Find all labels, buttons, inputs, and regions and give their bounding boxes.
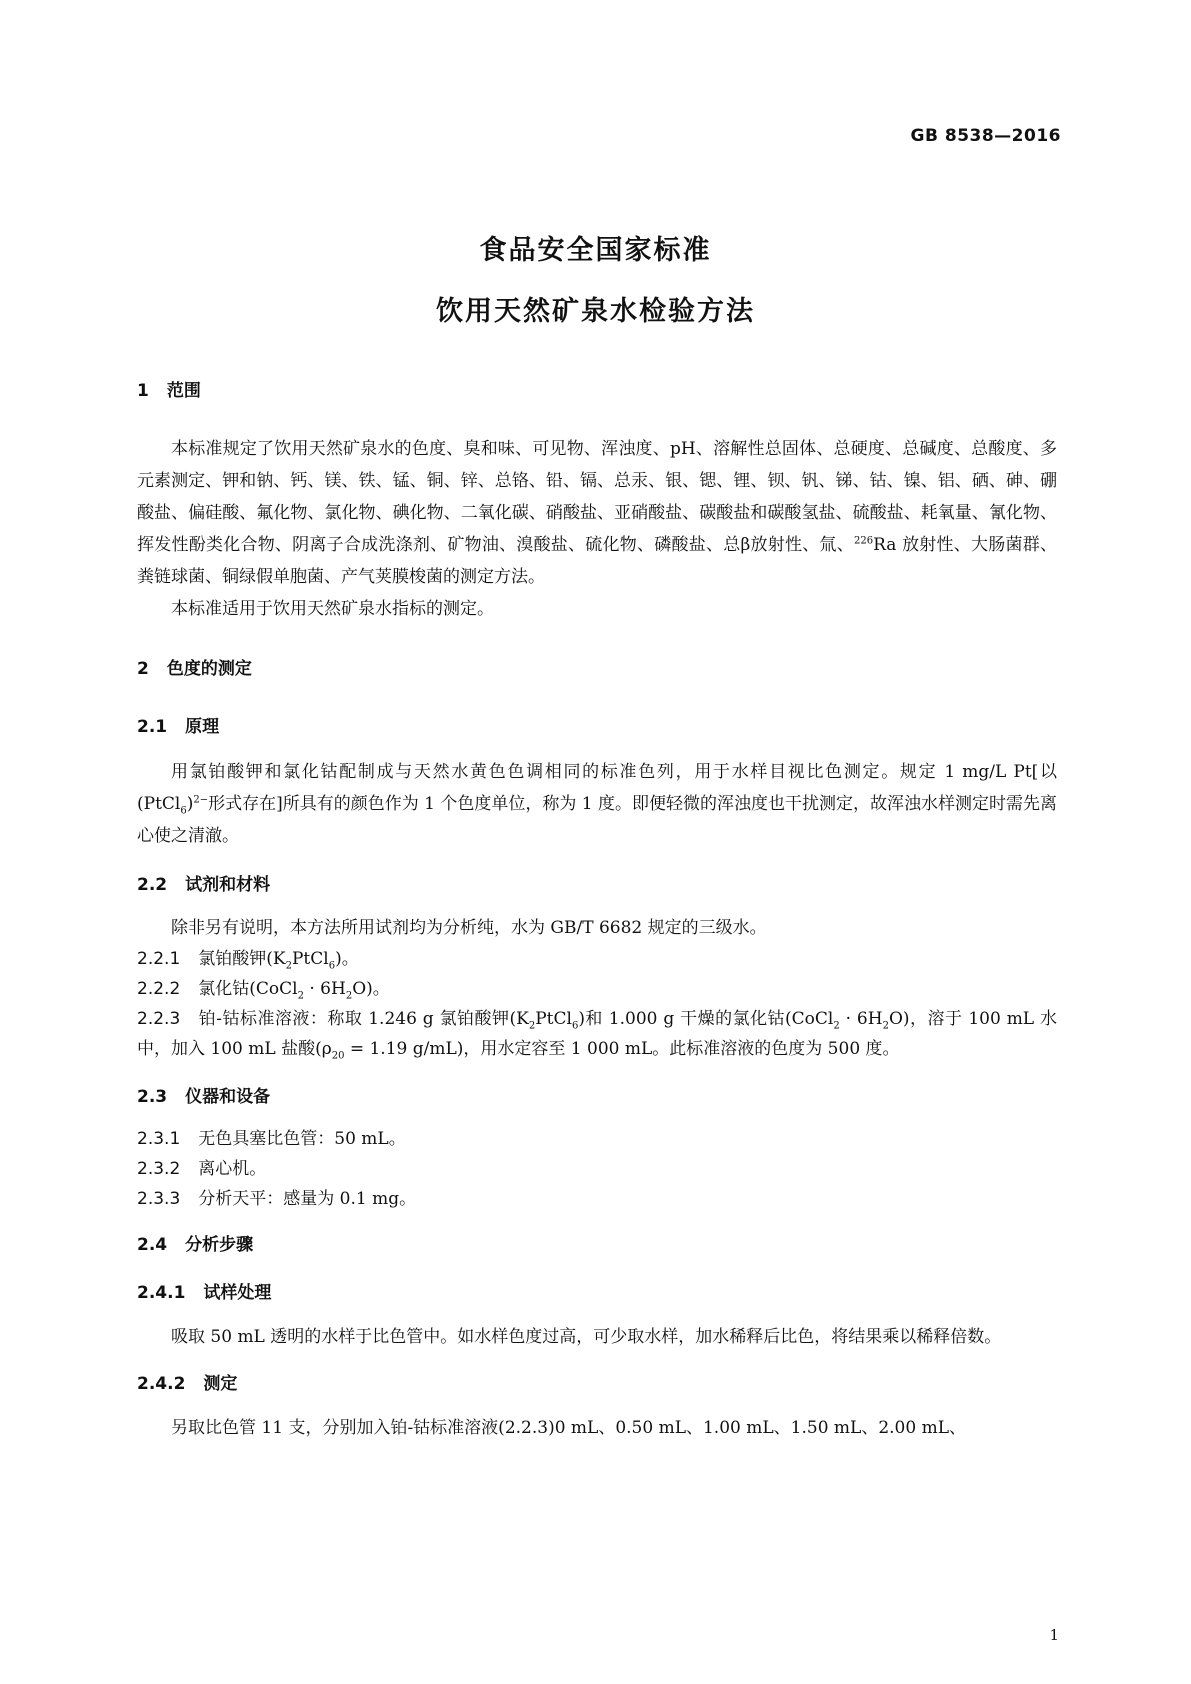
document-body — [137, 380, 1057, 1444]
principle-paragraph: 用氯铂酸钾和氯化钴配制成与天然水黄色色调相同的标准色列，用于水样目视比色测定。规定 1 mg/L Pt[以(PtCl$_6$)$^{2-}$形式存在]所具有的颜色作为 1 个色度单位，称为 1 度。即便轻微的浑浊度也干扰测定，故浑浊水样测定时需先离心使之清澈。 — [137, 762, 1058, 846]
section-heading-2-4-2 — [137, 1373, 1057, 1395]
item-number: 2.3.2 — [137, 1159, 181, 1179]
item-text: O)。 — [352, 979, 390, 999]
section-title: 色度的测定 — [166, 659, 252, 679]
section-number: 2.4.2 — [137, 1374, 186, 1394]
item-text: O)，溶于 100 mL 水中，加入 100 mL 盐酸(ρ — [137, 1009, 1057, 1059]
section-heading-2-4 — [137, 1234, 1057, 1256]
item-number: 2.3.1 — [137, 1129, 181, 1149]
superscript: 2− — [193, 794, 209, 806]
scope-text-b: Ra 放射性、大肠菌群、粪链球菌、铜绿假单胞菌、产气荚膜梭菌的测定方法。 — [137, 535, 1058, 587]
section-title: 测定 — [203, 1374, 238, 1394]
item-text: · 6H — [303, 979, 346, 999]
scope-text-a: 本标准规定了饮用天然矿泉水的色度、臭和味、可见物、浑浊度、pH、溶解性总固体、总硬度、总碱度、总酸度、多元素测定、钾和钠、钙、镁、铁、锰、铜、锌、总铬、铅、镉、总汞、银、锶、锂、钡、钒、锑、钴、镍、铝、硒、砷、硼酸盐、偏硅酸、氟化物、氯化物、碘化物、二氧化碳、硝酸盐、亚硝酸盐、碳酸盐和碳酸氢盐、硫酸盐、耗氧量、氰化物、挥发性酚类化合物、阴离子合成洗涤剂、矿物油、溴酸盐、硫化物、磷酸盐、总β放射性、氚、 — [137, 439, 1057, 555]
subscript: 6 — [180, 805, 187, 817]
section-title: 仪器和设备 — [185, 1087, 271, 1107]
section-heading-1 — [137, 380, 1057, 402]
subscript: 6 — [571, 1020, 579, 1032]
section-number: 2.4.1 — [137, 1283, 186, 1303]
item-text: 分析天平：感量为 0.1 mg。 — [198, 1189, 417, 1209]
item-text: )。 — [335, 949, 359, 969]
item-text: PtCl — [535, 1009, 572, 1029]
list-item-2-2-1 — [137, 944, 1057, 974]
section-title: 原理 — [185, 717, 220, 737]
section-number: 1 — [137, 381, 149, 401]
equipment-list — [137, 1124, 1057, 1214]
determination-paragraph: 另取比色管 11 支，分别加入铂-钴标准溶液(2.2.3)0 mL、0.50 mL、1.00 mL、1.50 mL、2.00 mL、 — [171, 1418, 966, 1438]
principle-text-b: 形式存在]所具有的颜色作为 1 个色度单位，称为 1 度。即便轻微的浑浊度也干扰测定，故浑浊水样测定时需先离心使之清澈。 — [137, 794, 1058, 846]
reagents-intro: 除非另有说明，本方法所用试剂均为分析纯，水为 GB/T 6682 规定的三级水。 — [171, 918, 767, 938]
subscript: 2 — [345, 990, 353, 1002]
item-number: 2.2.2 — [137, 979, 181, 999]
section-number: 2.3 — [137, 1087, 168, 1107]
section-title: 范围 — [166, 381, 201, 401]
section-heading-2-2 — [137, 874, 1057, 896]
item-text: = 1.19 g/mL)，用水定容至 1 000 mL。此标准溶液的色度为 500 度。 — [344, 1039, 900, 1059]
subscript: 2 — [297, 990, 304, 1002]
section-number: 2.2 — [137, 875, 168, 895]
section-title: 分析步骤 — [185, 1235, 254, 1255]
item-number: 2.2.1 — [137, 949, 181, 969]
section-number: 2.4 — [137, 1235, 168, 1255]
section-heading-2 — [137, 658, 1057, 680]
section-heading-2-3 — [137, 1086, 1057, 1108]
list-item-2-3-2 — [137, 1154, 1057, 1184]
subscript: 2 — [882, 1020, 889, 1032]
section-heading-2-1 — [137, 716, 1057, 738]
page-number: 1 — [1049, 1626, 1059, 1644]
list-item-2-2-3 — [137, 1004, 1057, 1064]
item-text: 氯铂酸钾(K — [198, 949, 286, 969]
scope-paragraph — [137, 433, 1057, 593]
item-number: 2.3.3 — [137, 1189, 181, 1209]
section-number: 2 — [137, 659, 149, 679]
document-title-line1: 食品安全国家标准 — [479, 235, 712, 266]
list-item-2-3-1 — [137, 1124, 1057, 1154]
document-title-line2: 饮用天然矿泉水检验方法 — [436, 296, 755, 327]
sample-treatment-paragraph: 吸取 50 mL 透明的水样于比色管中。如水样色度过高，可少取水样，加水稀释后比色，将结果乘以稀释倍数。 — [171, 1327, 1002, 1347]
item-number: 2.2.3 — [137, 1009, 181, 1029]
item-text: 离心机。 — [198, 1159, 267, 1179]
subscript: 6 — [328, 960, 336, 972]
subscript: 2 — [833, 1020, 840, 1032]
principle-text-a: 用氯铂酸钾和氯化钴配制成与天然水黄色色调相同的标准色列，用于水样目视比色测定。规定 1 mg/L Pt[以(PtCl — [137, 762, 1057, 814]
subscript: 2 — [285, 960, 292, 972]
subscript: 2 — [528, 1020, 536, 1032]
section-title: 试样处理 — [203, 1283, 272, 1303]
standard-code: GB 8538—2016 — [910, 126, 1061, 146]
section-heading-2-4-1 — [137, 1282, 1057, 1304]
applicability-paragraph: 本标准适用于饮用天然矿泉水指标的测定。 — [171, 599, 494, 619]
item-text: 氯化钴(CoCl — [198, 979, 298, 999]
item-text: 铂-钴标准溶液：称取 1.246 g 氯铂酸钾(K — [198, 1009, 529, 1029]
section-title: 试剂和材料 — [185, 875, 271, 895]
list-item-2-3-3 — [137, 1184, 1057, 1214]
item-text: PtCl — [291, 949, 329, 969]
item-text: )和 1.000 g 干燥的氯化钴(CoCl — [578, 1009, 834, 1029]
subscript: 20 — [331, 1050, 345, 1062]
list-item-2-2-2 — [137, 974, 1057, 1004]
item-text: 无色具塞比色管：50 mL。 — [198, 1129, 406, 1149]
superscript-226: 226 — [854, 535, 874, 547]
item-text: · 6H — [839, 1009, 883, 1029]
section-number: 2.1 — [137, 717, 168, 737]
